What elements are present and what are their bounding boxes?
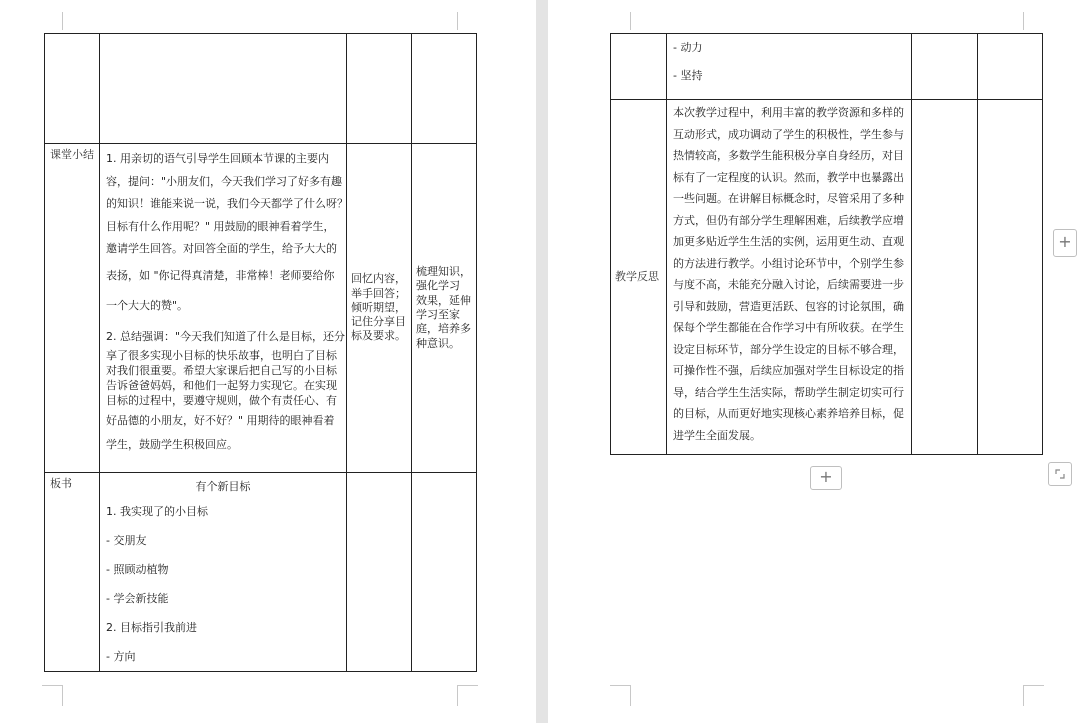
table-cell[interactable] <box>412 34 477 144</box>
text-line: 的目标，从而更好地实现核心素养培养目标，促 <box>673 407 904 420</box>
table-row <box>45 34 477 144</box>
page-corner-mark <box>610 12 631 30</box>
student-activity-cell[interactable] <box>347 144 412 473</box>
page-corner-mark <box>1023 685 1044 706</box>
text-line: 的方法进行教学。小组讨论环节中，个别学生参 <box>673 256 904 270</box>
text-line: 告诉爸爸妈妈，和他们一起努力实现它。在实现 <box>106 378 337 392</box>
table-cell[interactable] <box>912 100 978 455</box>
reflection-content[interactable] <box>667 100 912 455</box>
lesson-table-right <box>610 33 1043 455</box>
page-corner-mark <box>1023 12 1044 30</box>
text-line: 表扬，如 "你记得真清楚，非常棒！老师要给你 <box>106 268 335 282</box>
table-cell[interactable] <box>978 100 1043 455</box>
text-line: 记住分享目 <box>351 315 406 329</box>
text-line: 一些问题。在讲解目标概念时，尽管采用了多种 <box>673 192 904 205</box>
text-line: 邀请学生回答。对回答全面的学生，给予大大的 <box>106 242 337 255</box>
table-cell[interactable] <box>347 473 412 672</box>
document-page-right <box>548 0 1080 723</box>
table-row <box>611 34 1043 100</box>
row-label-blackboard[interactable]: 板书 <box>45 473 100 672</box>
page-corner-mark <box>42 12 63 30</box>
summary-paragraph-1 <box>106 148 348 321</box>
table-row <box>45 144 477 473</box>
list-item: - 照顾动植物 <box>106 563 169 576</box>
text-line: 可操作性不强，后续应加强对学生目标设定的指 <box>673 364 904 377</box>
list-item: 2. 目标指引我前进 <box>106 621 197 634</box>
page-corner-mark <box>457 685 478 706</box>
text-line: 享了很多实现小目标的快乐故事，也明白了目标 <box>106 348 337 362</box>
blackboard-continued[interactable] <box>667 34 912 100</box>
table-cell[interactable] <box>978 34 1043 100</box>
blackboard-content[interactable] <box>100 473 347 672</box>
text-line: 1. 用亲切的语气引导学生回顾本节课的主要内 <box>106 152 329 165</box>
text-line: 进学生全面发展。 <box>673 428 761 442</box>
text-line: 一个大大的赞"。 <box>106 298 189 312</box>
text-line: 梳理知识， <box>416 265 471 279</box>
table-cell[interactable] <box>347 34 412 144</box>
text-line: 强化学习 <box>416 279 460 293</box>
text-line: 加更多贴近学生生活的实例，运用更生动、直观 <box>673 235 904 248</box>
text-line: 容，提问："小朋友们，今天我们学习了好多有趣 <box>106 174 343 188</box>
lesson-table-left <box>44 33 477 672</box>
table-cell[interactable] <box>100 34 347 144</box>
design-intent-cell[interactable] <box>412 144 477 473</box>
list-item: - 方向 <box>106 650 136 663</box>
table-row <box>611 100 1043 455</box>
summary-paragraph-2 <box>106 326 346 408</box>
text-line: 庭，培养多 <box>416 322 471 336</box>
text-line: 倾听期望， <box>351 300 406 314</box>
list-item: 1. 我实现了的小目标 <box>106 505 208 518</box>
blackboard-heading: 有个新目标 <box>195 480 251 493</box>
text-line: 标及要求。 <box>351 329 406 343</box>
table-cell[interactable] <box>912 34 978 100</box>
table-cell[interactable] <box>45 34 100 144</box>
text-line: 设定目标环节，部分学生设定的目标不够合理， <box>673 342 904 356</box>
row-label-summary[interactable]: 课堂小结 <box>45 144 100 473</box>
text-line: 目标有什么作用呢？" 用鼓励的眼神看着学生， <box>106 219 335 233</box>
text-line: 互动形式，成功调动了学生的积极性，学生参与 <box>673 127 904 141</box>
text-line: 学习至家 <box>416 308 460 321</box>
summary-content[interactable] <box>100 144 347 473</box>
list-item: - 动力 <box>673 41 703 54</box>
text-line: 举手回答； <box>351 286 406 300</box>
row-label-reflection[interactable]: 教学反思 <box>611 100 667 455</box>
text-line: 方式，但仍有部分学生理解困难，后续教学应增 <box>673 213 904 227</box>
text-line: 引导和鼓励，营造更活跃、包容的讨论氛围，确 <box>673 299 904 313</box>
text-line: 与度不高，未能充分融入讨论，后续需要进一步 <box>673 278 904 291</box>
document-page-left <box>0 0 536 723</box>
text-line: 效果，延伸 <box>416 293 471 307</box>
list-item: - 坚持 <box>673 69 703 82</box>
list-item: - 学会新技能 <box>106 592 169 605</box>
table-resize-handle[interactable] <box>1048 462 1072 486</box>
text-line: 2. 总结强调："今天我们知道了什么是目标，还分 <box>106 329 346 343</box>
table-cell[interactable] <box>611 34 667 100</box>
text-line: 导，结合学生生活实际，帮助学生制定切实可行 <box>673 385 904 399</box>
page-corner-mark <box>457 12 478 30</box>
text-line: 回忆内容， <box>351 272 406 286</box>
text-line: 的知识！谁能来说一说，我们今天都学了什么呀？ <box>106 197 348 210</box>
text-line: 保每个学生都能在合作学习中有所收获。在学生 <box>673 321 904 334</box>
add-column-button[interactable]: + <box>1053 229 1077 257</box>
blackboard-list <box>106 497 340 671</box>
text-line: 热情较高，多数学生能积极分享自身经历，对目 <box>673 149 904 162</box>
text-line: 标有了一定程度的认识。然而，教学中也暴露出 <box>673 170 904 184</box>
table-cell[interactable] <box>412 473 477 672</box>
page-corner-mark <box>610 685 631 706</box>
text-line: 本次教学过程中，利用丰富的教学资源和多样的 <box>673 106 904 119</box>
page-gutter <box>536 0 548 723</box>
page-corner-mark <box>42 685 63 706</box>
table-row <box>45 473 477 672</box>
text-line: 学生，鼓励学生积极回应。 <box>106 437 238 451</box>
add-row-button[interactable]: + <box>810 466 842 490</box>
text-line: 对我们很重要。希望大家课后把自己写的小目标 <box>106 363 337 377</box>
list-item: - 交朋友 <box>106 534 147 547</box>
text-line: 种意识。 <box>416 336 460 350</box>
summary-paragraph-2-end <box>106 408 340 457</box>
text-line: 好品德的小朋友，好不好？" 用期待的眼神看着 <box>106 413 335 427</box>
text-line: 目标的过程中，要遵守规则，做个有责任心、有 <box>106 393 337 407</box>
resize-icon <box>1054 468 1066 480</box>
